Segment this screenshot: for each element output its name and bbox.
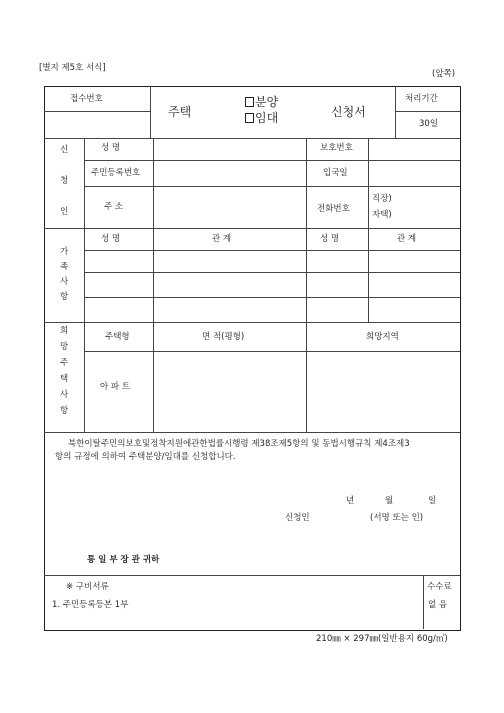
address-label: 주 소 xyxy=(104,202,124,212)
resident-number-label: 주민등록번호 xyxy=(91,168,141,178)
family-section-char: 족 xyxy=(60,262,69,272)
application-title: 신청서 xyxy=(331,105,366,119)
phone-label: 전화번호 xyxy=(317,204,350,214)
addressee: 통 일 부 장 관 귀하 xyxy=(87,555,160,565)
desired-section-char: 주 xyxy=(60,358,69,368)
processing-period-label: 처리기간 xyxy=(405,94,438,104)
form-number-label: [별지 제5호 서식] xyxy=(39,63,106,73)
desired-section-char: 희 xyxy=(60,326,69,336)
date-month-label: 월 xyxy=(385,496,394,506)
date-year-label: 년 xyxy=(346,496,355,506)
house-label: 주택 xyxy=(168,105,192,119)
area-label: 면 적(평형) xyxy=(202,332,245,342)
desired-region-label: 희망지역 xyxy=(366,332,399,342)
applicant-section-char: 인 xyxy=(60,207,69,217)
option-sale[interactable]: 분양 xyxy=(245,96,278,108)
apartment-label: 아 파 트 xyxy=(100,382,131,392)
family-header-name: 성 명 xyxy=(101,234,121,244)
desired-section-char: 항 xyxy=(60,406,69,416)
family-section-char: 항 xyxy=(60,292,69,302)
family-header-relation: 관 계 xyxy=(212,234,232,244)
required-document-item: 1. 주민등록등본 1부 xyxy=(52,600,129,610)
front-side-label: (앞쪽) xyxy=(432,69,456,79)
fee-value: 없 음 xyxy=(428,600,448,610)
required-documents-header: ※ 구비서류 xyxy=(66,582,109,592)
entry-date-label: 입국일 xyxy=(323,168,348,178)
sale-checkbox[interactable] xyxy=(245,97,254,107)
house-type-label: 주택형 xyxy=(105,332,130,342)
name-label: 성 명 xyxy=(101,143,121,153)
family-header-name: 성 명 xyxy=(320,234,340,244)
fee-label: 수수료 xyxy=(427,582,452,592)
rent-checkbox[interactable] xyxy=(245,113,254,123)
family-section-char: 가 xyxy=(60,247,69,257)
desired-section-char: 망 xyxy=(60,342,69,352)
applicant-signature-label: 신청인 xyxy=(285,513,310,523)
phone-home-label: 자택) xyxy=(372,210,392,220)
phone-work-label: 직장) xyxy=(372,194,392,204)
statement-line-2: 항의 규정에 의하여 주택분양/임대를 신청합니다. xyxy=(55,452,236,462)
date-day-label: 일 xyxy=(428,496,437,506)
paper-spec: 210㎜ × 297㎜(일반용지 60g/㎡) xyxy=(316,634,448,644)
desired-section-char: 택 xyxy=(60,374,69,384)
statement-line-1: 북한이탈주민의보호및정착지원에관한법률시행령 제38조제5항의 및 동법시행규칙 제4조제3 xyxy=(68,439,410,449)
family-section-char: 사 xyxy=(60,277,69,287)
family-header-relation: 관 계 xyxy=(397,234,417,244)
protection-number-label: 보호번호 xyxy=(320,143,353,153)
signature-note: (서명 또는 인) xyxy=(370,513,424,523)
receipt-number-label: 접수번호 xyxy=(70,94,103,104)
desired-section-char: 사 xyxy=(60,390,69,400)
applicant-section-char: 신 xyxy=(60,145,69,155)
option-rent[interactable]: 임대 xyxy=(245,112,278,124)
processing-period-value: 30일 xyxy=(419,119,439,129)
applicant-section-char: 청 xyxy=(60,176,69,186)
